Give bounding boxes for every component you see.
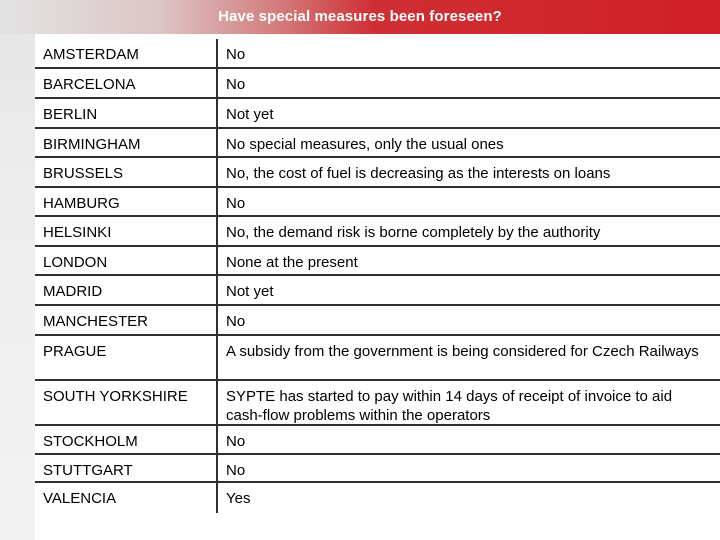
- answer-cell: None at the present: [216, 247, 720, 274]
- answer-cell: No, the demand risk is borne completely by the authority: [216, 217, 720, 245]
- table-row: [35, 306, 720, 336]
- answer-cell: No special measures, only the usual ones: [216, 129, 720, 156]
- answer-cell: No: [216, 69, 720, 97]
- table-row: [35, 426, 720, 455]
- answer-cell: No: [216, 39, 720, 67]
- city-cell: HAMBURG: [43, 195, 120, 212]
- answer-cell: Not yet: [216, 99, 720, 127]
- city-cell: STOCKHOLM: [43, 433, 138, 450]
- table-row: [35, 483, 720, 513]
- table-row: [35, 455, 720, 483]
- answer-cell: No: [216, 455, 720, 481]
- table-row: [35, 69, 720, 99]
- answer-cell: No: [216, 426, 720, 453]
- city-cell: BRUSSELS: [43, 165, 124, 182]
- table-row: [35, 217, 720, 247]
- table-row: [35, 247, 720, 276]
- city-cell: PRAGUE: [43, 343, 107, 360]
- answer-cell: No, the cost of fuel is decreasing as the interests on loans: [216, 158, 720, 186]
- answer-cell: Yes: [216, 483, 720, 513]
- table-row: [35, 381, 720, 426]
- city-cell: BERLIN: [43, 106, 98, 123]
- city-cell: MADRID: [43, 283, 103, 300]
- answer-cell: No: [216, 306, 720, 334]
- city-cell: AMSTERDAM: [43, 46, 139, 63]
- city-cell: SOUTH YORKSHIRE: [43, 388, 188, 405]
- city-cell: HELSINKI: [43, 224, 112, 241]
- slide-title: Have special measures been foreseen?: [218, 8, 502, 25]
- measures-table: [35, 39, 720, 513]
- city-cell: STUTTGART: [43, 462, 133, 479]
- answer-cell: SYPTE has started to pay within 14 days of receipt of invoice to aid cash-flow problems within the operators: [216, 381, 720, 424]
- city-cell: LONDON: [43, 254, 108, 271]
- city-cell: BARCELONA: [43, 76, 136, 93]
- table-row: [35, 336, 720, 381]
- table-row: [35, 129, 720, 158]
- answer-cell: No: [216, 188, 720, 215]
- city-cell: BIRMINGHAM: [43, 136, 141, 153]
- left-decorative-bar: [0, 0, 35, 540]
- table-row: [35, 188, 720, 217]
- table-row: [35, 99, 720, 129]
- table-row: [35, 276, 720, 306]
- answer-cell: A subsidy from the government is being considered for Czech Railways: [216, 336, 720, 379]
- city-cell: MANCHESTER: [43, 313, 149, 330]
- table-row: [35, 158, 720, 188]
- city-cell: VALENCIA: [43, 490, 117, 507]
- answer-cell: Not yet: [216, 276, 720, 304]
- table-row: [35, 39, 720, 69]
